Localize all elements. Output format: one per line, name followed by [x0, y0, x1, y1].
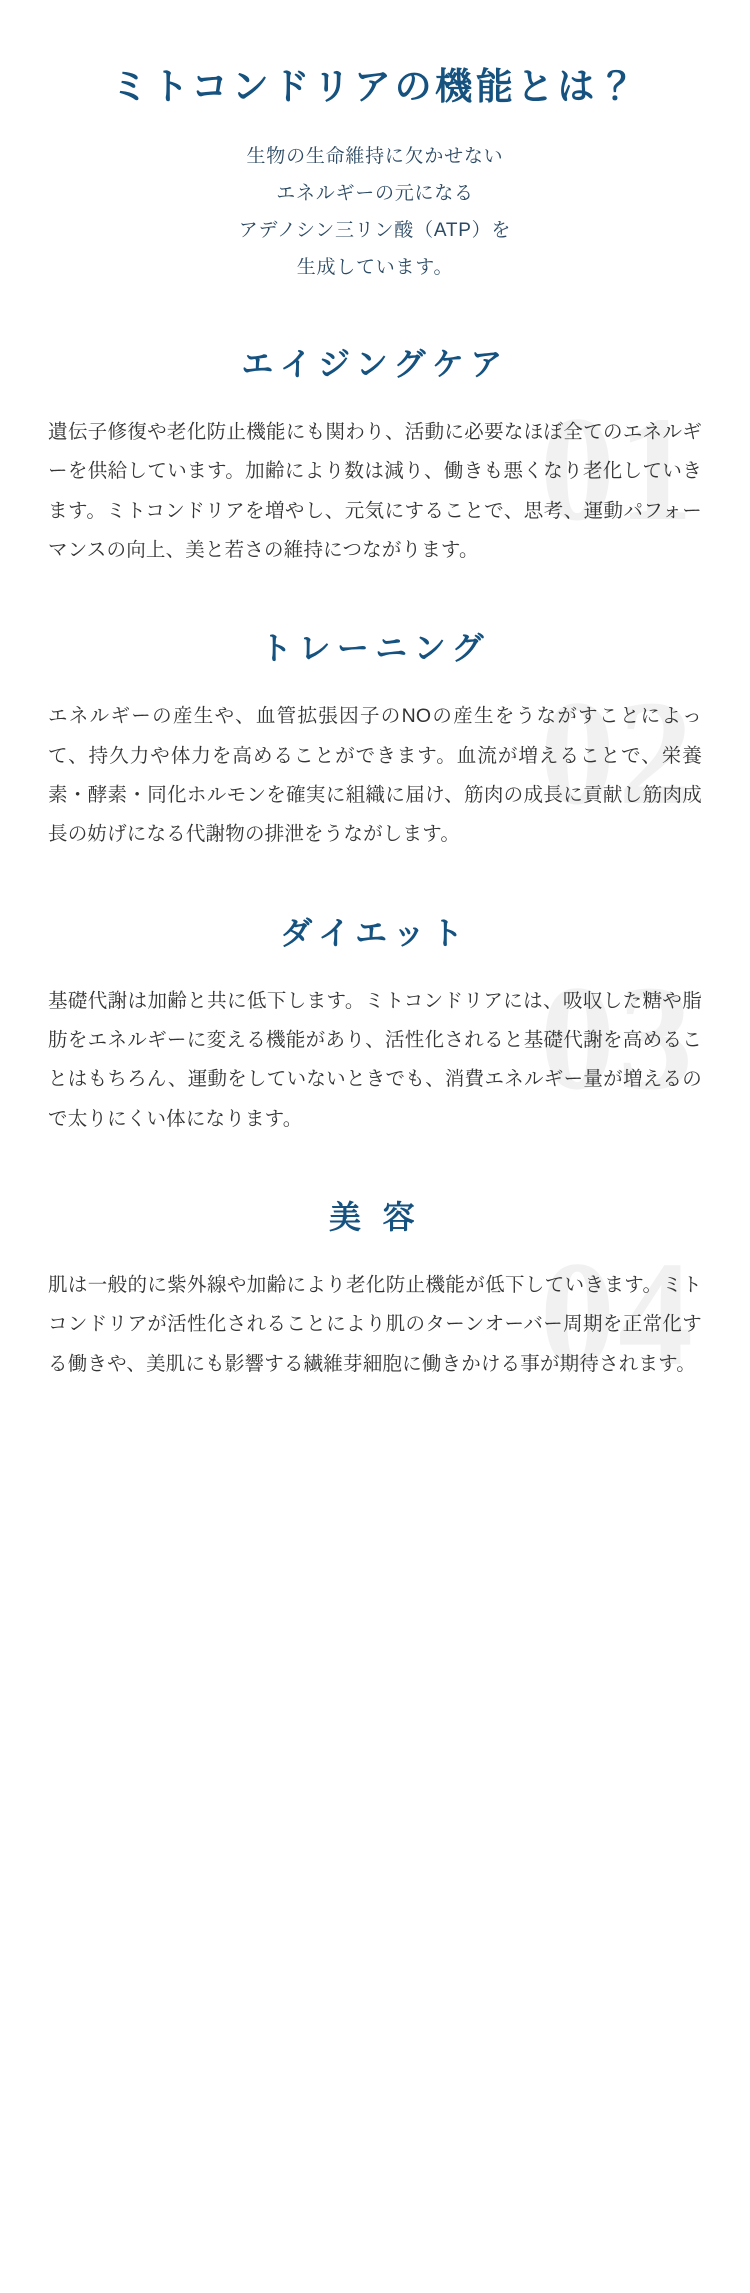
section-title: ダイエット: [280, 914, 470, 951]
lead-line-1: 生物の生命維持に欠かせない: [246, 145, 504, 167]
section-number-watermark: 04: [540, 1231, 696, 1398]
section-body: 基礎代謝は加齢と共に低下します。ミトコンドリアには、吸収した糖や脂肪をエネルギーに変える機能があり、活性化されると基礎代謝を高めることはもちろん、運動をしていないときでも、消費エネルギー量が増えるので太りにくい体になります。: [48, 989, 702, 1130]
section-title: トレーニング: [260, 630, 490, 667]
page-title: ミトコンドリアの機能とは？: [111, 66, 639, 107]
section-number-watermark: 01: [540, 386, 696, 553]
section-number-watermark: 03: [540, 954, 696, 1121]
section-aging-care: [48, 342, 702, 570]
section-training: [48, 626, 702, 854]
section-title: エイジングケア: [241, 346, 509, 383]
section-number-watermark: 02: [540, 670, 696, 837]
section-title: 美 容: [328, 1199, 422, 1236]
section-beauty: [48, 1195, 702, 1398]
page-header: [48, 0, 702, 286]
section-body: エネルギーの産生や、血管拡張因子のNOの産生をうながすことによって、持久力や体力を高めることができます。血流が増えることで、栄養素・酵素・同化ホルモンを確実に組織に届け、筋肉の成長に貢献し筋肉成長の妨げになる代謝物の排泄をうながします。: [48, 705, 702, 846]
lead-line-3: アデノシン三リン酸（ATP）を: [238, 220, 512, 242]
section-body: 遺伝子修復や老化防止機能にも関わり、活動に必要なほぼ全てのエネルギーを供給しています。加齢により数は減り、働きも悪くなり老化していきます。ミトコンドリアを増やし、元気にすることで、思考、運動パフォーマンスの向上、美と若さの維持につながります。: [48, 420, 702, 562]
lead-paragraph: [48, 138, 702, 286]
lead-line-4: 生成しています。: [296, 257, 454, 279]
lead-line-2: エネルギーの元になる: [276, 182, 474, 204]
section-body: 肌は一般的に紫外線や加齢により老化防止機能が低下していきます。ミトコンドリアが活性化されることにより肌のターンオーバー周期を正常化する働きや、美肌にも影響する繊維芽細胞に働きかける事が期待されます。: [48, 1273, 702, 1375]
section-diet: [48, 911, 702, 1139]
bottom-spacer: [48, 1384, 702, 1504]
